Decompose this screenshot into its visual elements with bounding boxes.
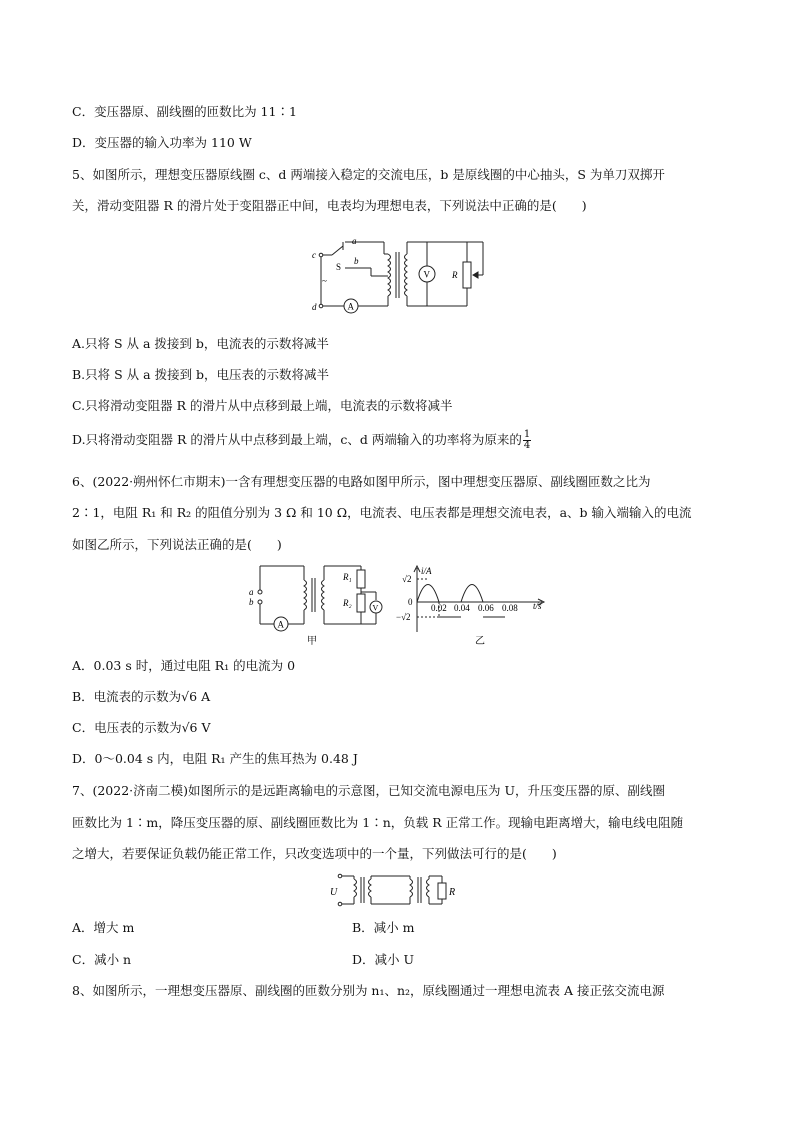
label-a: a xyxy=(249,587,254,597)
q7-stem-line3: 之增大，若要保证负载仍能正常工作，只改变选项中的一个量，下列做法可行的是( ) xyxy=(72,846,557,861)
label-r1: R₁ xyxy=(343,572,352,582)
label-s: S xyxy=(336,262,342,272)
x-tick: 0.08 xyxy=(502,603,518,613)
voltmeter-label: V xyxy=(372,603,379,613)
q6-option-a: A．0.03 s 时，通过电阻 R₁ 的电流为 0 xyxy=(72,658,296,673)
label-d: d xyxy=(312,302,317,312)
q7-transmission-figure xyxy=(328,871,468,911)
q5-circuit-figure xyxy=(305,232,495,314)
q5-option-a: A.只将 S 从 a 拨接到 b，电流表的示数将减半 xyxy=(72,336,329,351)
origin-label: 0 xyxy=(408,597,413,607)
q4-option-d: D．变压器的输入功率为 110 W xyxy=(72,135,252,150)
x-tick: 0.06 xyxy=(478,603,494,613)
label-a: a xyxy=(352,236,357,246)
q6-option-b: B．电流表的示数为√6 A xyxy=(72,689,211,704)
label-r2: R₂ xyxy=(343,598,352,608)
label-b: b xyxy=(354,256,359,266)
q6-stem-line2: 2∶1，电阻 R₁ 和 R₂ 的阻值分别为 3 Ω 和 10 Ω，电流表、电压表都是理想交流电表，a、b 输入端输入的电流 xyxy=(72,505,692,520)
caption-yi: 乙 xyxy=(475,636,485,647)
q5-option-c: C.只将滑动变阻器 R 的滑片从中点移到最上端，电流表的示数将减半 xyxy=(72,398,453,413)
label-b: b xyxy=(249,597,254,607)
label-c: c xyxy=(312,250,316,260)
q4-option-c: C．变压器原、副线圈的匝数比为 11∶1 xyxy=(72,104,297,119)
q8-stem-line1: 8、如图所示，一理想变压器原、副线圈的匝数分别为 n₁、n₂，原线圈通过一理想电流表 A 接正弦交流电源 xyxy=(72,983,665,998)
q5-option-b: B.只将 S 从 a 拨接到 b，电压表的示数将减半 xyxy=(72,367,330,382)
q5-stem-line1: 5、如图所示，理想变压器原线圈 c、d 两端接入稳定的交流电压，b 是原线圈的中心抽头，S 为单刀双掷开 xyxy=(72,167,665,182)
label-ac: ~ xyxy=(322,276,327,286)
y-tick-negative: −√2 xyxy=(396,612,411,622)
ammeter-label: A xyxy=(347,301,354,312)
q5-stem-line2: 关，滑动变阻器 R 的滑片处于变阻器正中间，电表均为理想电表，下列说法中正确的是( ) xyxy=(72,198,587,213)
fraction-numerator: 1 xyxy=(523,429,531,440)
q6-circuit-figure-jia xyxy=(244,562,384,650)
q7-stem-line2: 匝数比为 1∶m，降压变压器的原、副线圈匝数比为 1∶n，负载 R 正常工作。现输电距离增大，输电线电阻随 xyxy=(72,815,684,830)
q7-option-b: B．减小 m xyxy=(352,920,415,935)
q7-option-c: C．减小 n xyxy=(72,952,132,967)
q5-option-d xyxy=(72,430,531,451)
resistor-label: R xyxy=(452,270,458,280)
y-tick-positive: √2 xyxy=(402,574,412,584)
q6-current-graph-yi xyxy=(394,562,554,650)
q6-stem-line3: 如图乙所示，下列说法正确的是( ) xyxy=(72,537,282,552)
x-axis-label: t/s xyxy=(533,601,542,611)
q7-option-a: A．增大 m xyxy=(72,920,135,935)
label-u: U xyxy=(330,887,338,898)
voltmeter-label: V xyxy=(423,269,430,280)
fraction-denominator: 4 xyxy=(523,440,531,451)
fraction-one-quarter xyxy=(523,430,531,451)
q5-option-d-text: D.只将滑动变阻器 R 的滑片从中点移到最上端，c、d 两端输入的功率将为原来的 xyxy=(72,432,522,447)
x-tick: 0.02 xyxy=(431,603,447,613)
label-r: R xyxy=(449,887,456,898)
q6-option-c: C．电压表的示数为√6 V xyxy=(72,720,211,735)
q6-stem-line1: 6、(2022·朔州怀仁市期末)一含有理想变压器的电路如图甲所示，图中理想变压器原、副线圈匝数之比为 xyxy=(72,474,651,489)
x-tick: 0.04 xyxy=(454,603,470,613)
ammeter-label: A xyxy=(277,619,284,630)
q7-stem-line1: 7、(2022·济南二模)如图所示的是远距离输电的示意图，已知交流电源电压为 U，升压变压器的原、副线圈 xyxy=(72,783,666,798)
q7-option-d: D．减小 U xyxy=(352,952,415,967)
y-axis-label: i/A xyxy=(421,566,432,576)
caption-jia: 甲 xyxy=(307,636,317,647)
q6-option-d: D．0～0.04 s 内，电阻 R₁ 产生的焦耳热为 0.48 J xyxy=(72,751,358,766)
